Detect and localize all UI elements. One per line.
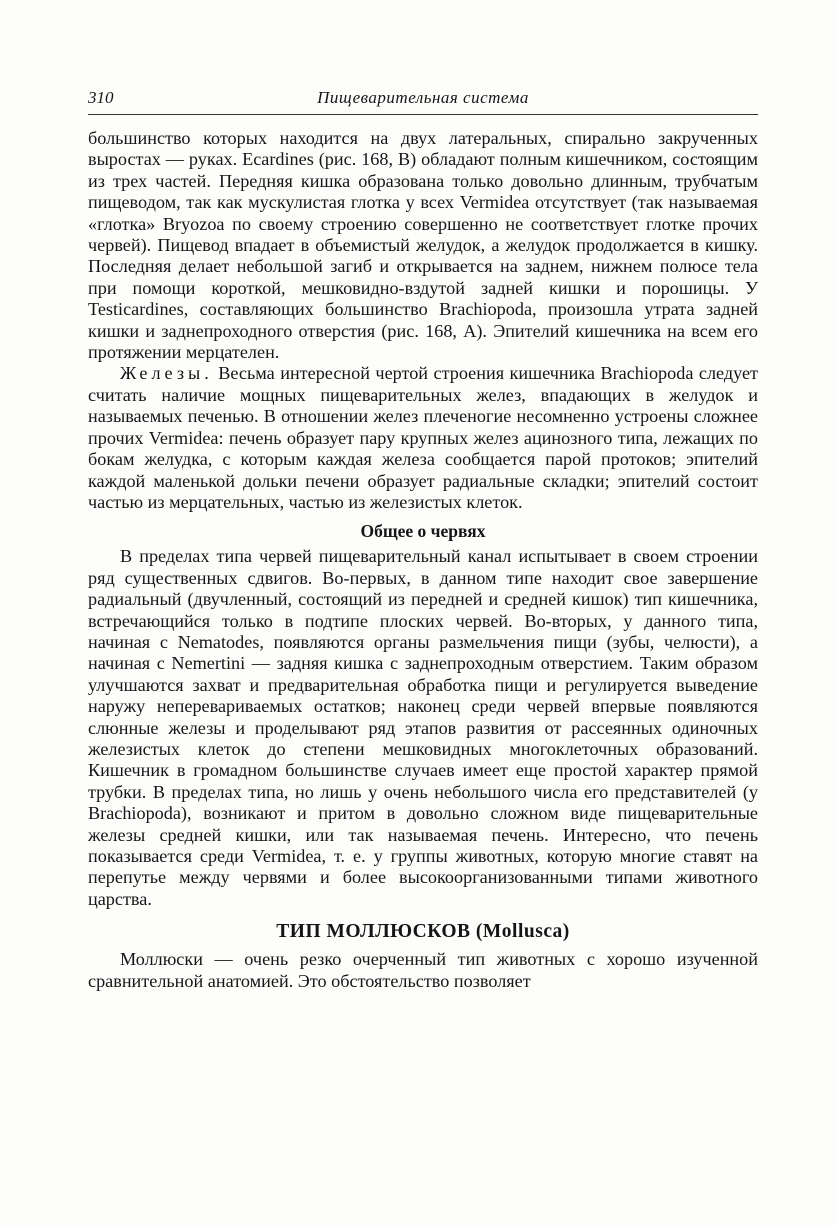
- paragraph-glands: [88, 363, 758, 513]
- paragraph-glands-text: Весьма интересной чертой строения кишечника Brachiopoda следует считать наличие мощных пищеварительных желез, впадающих в желудок и называемых печенью. В отношении желез плеченогие несомненно устроены сложнее прочих Vermidea: печень образует пару крупных желез ацинозного типа, лежащих по бокам желудка, с которым каждая железа сообщается парой протоков; эпителий каждой маленькой дольки печени образует радиальные складки; эпителий состоит частью из мерцательных, частью из железистых клеток.: [88, 363, 758, 512]
- running-title: Пищеварительная система: [317, 88, 529, 107]
- paragraph-mollusca: Моллюски — очень резко очерченный тип животных с хорошо изученной сравнительной анатомией. Это обстоятельство позволяет: [88, 949, 758, 991]
- paragraph-worms: В пределах типа червей пищеварительный канал испытывает в своем строении ряд существенных сдвигов. Во-первых, в данном типе находит свое завершение радиальный (двучленный, состоящий из передней и средней кишок) тип кишечника, встречающийся только в подтипе плоских червей. Во-вторых, у данного типа, начиная с Nematodes, появляются органы размельчения пищи (зубы, челюсти), а начиная с Nemertini — задняя кишка с заднепроходным отверстием. Таким образом улучшаются захват и предварительная обработка пищи и регулируется выведение наружу неперевариваемых остатков; наконец среди червей впервые появляются слюнные железы и проделывают ряд этапов развития от рассеянных одиночных железистых клеток до степени мешковидных многоклеточных образований. Кишечник в громадном большинстве случаев имеет еще простой характер прямой трубки. В пределах типа, но лишь у очень небольшого числа его представителей (у Brachiopoda), возникают и притом в довольно сложном виде пищеварительные железы средней кишки, или так называемая печень. Интересно, что печень показывается среди Vermidea, т. е. у группы животных, которую многие ставят на перепутье между червями и более высокоорганизованными типами животного царства.: [88, 546, 758, 909]
- page-number: 310: [88, 88, 114, 107]
- paragraph-lead-term: Железы.: [120, 363, 213, 384]
- section-heading-worms: Общее о червях: [360, 521, 486, 542]
- paragraph-continued: большинство которых находится на двух латеральных, спирально закрученных выростах — руках. Ecardines (рис. 168, B) обладают полным кишечником, состоящим из трех частей. Передняя кишка образована только довольно длинным, трубчатым пищеводом, так как мускулистая глотка у всех Vermidea отсутствует (так называемая «глотка» Bryozoa по своему строению совершенно не соответствует глотке прочих червей). Пищевод впадает в объемистый желудок, а желудок продолжается в кишку. Последняя делает небольшой загиб и открывается на заднем, нижнем полюсе тела при помощи короткой, мешковидно-вздутой задней кишки и порошицы. У Testicardines, составляющих большинство Brachiopoda, произошла утрата задней кишки и заднепроходного отверстия (рис. 168, A). Эпителий кишечника на всем его протяжении мерцателен.: [88, 128, 758, 363]
- chapter-heading-mollusca: ТИП МОЛЛЮСКОВ (Mollusca): [276, 921, 570, 943]
- body-text: [88, 128, 758, 992]
- page-header: [88, 88, 758, 115]
